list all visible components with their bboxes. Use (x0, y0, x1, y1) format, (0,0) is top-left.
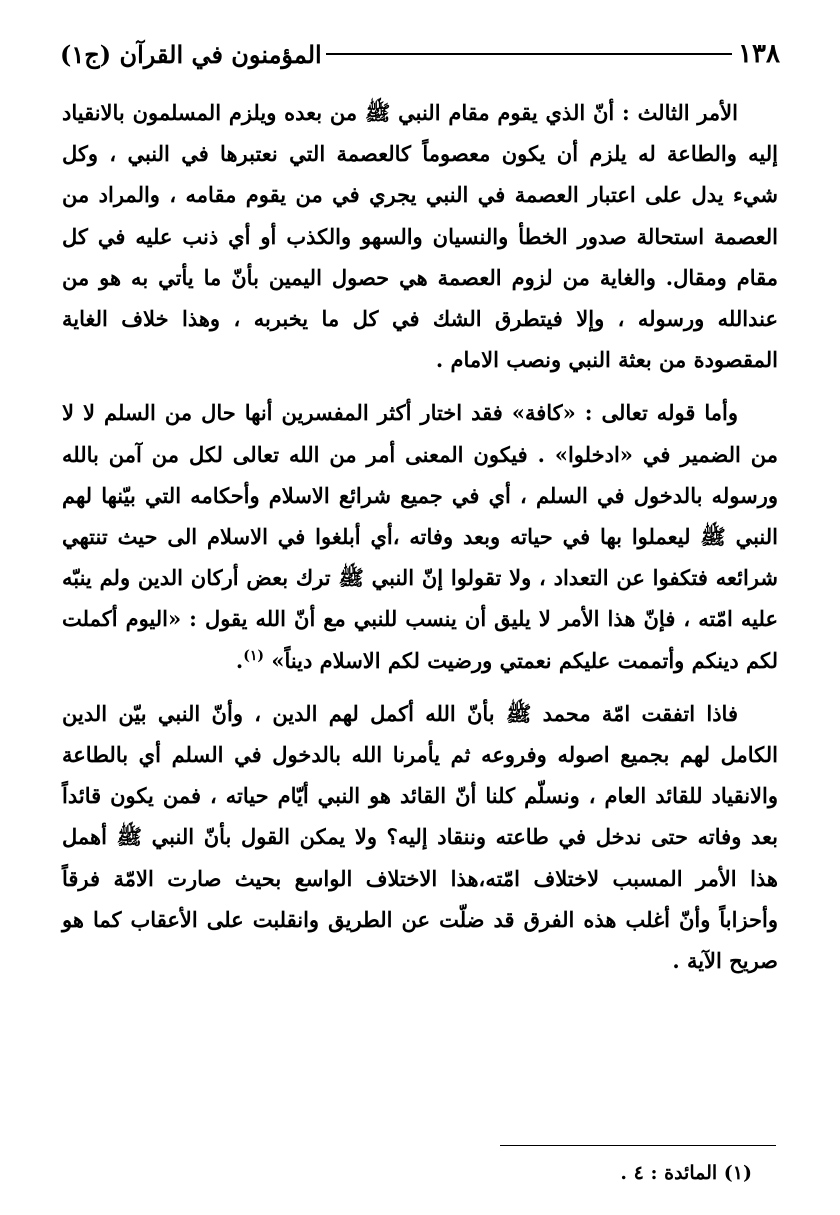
running-title: المؤمنون في القرآن (ج١) (60, 39, 322, 69)
paragraph-kaffa: وأما قوله تعالى : «كافة» فقد اختار أكثر المفسرين أنها حال من السلم لا لا من الضمير في «ادخلوا» . فيكون المعنى أمر من الله تعالى لكل من آمن بالله ورسوله بالدخول في السلم ، أي في جميع شرائع الاسلام وأحكامه التي بيّنها لهم النبي ﷺ ليعملوا بها في حياته وبعد وفاته ،أي أبلغوا في الاسلام الى حيث تنتهي شرائعه فتكفوا عن التعداد ، ولا تقولوا إنّ النبي ﷺ ترك بعض أركان الدين ولم ينبّه عليه امّته ، فإنّ هذا الأمر لا يليق أن ينسب للنبي مع أنّ الله يقول : «اليوم أكملت لكم دينكم وأتممت عليكم نعمتي ورضيت لكم الاسلام ديناً» $^{(١)}$. (62, 400, 778, 673)
paragraph-text: الأمر الثالث : أنّ الذي يقوم مقام النبي ﷺ من بعده ويلزم المسلمون بالانقياد إليه والطاعة له يلزم أن يكون معصوماً كالعصمة التي نعتبرها في النبي ، وكل شيء يدل على اعتبار العصمة في النبي يجري في من يقوم مقامه ، والمراد من العصمة استحالة صدور الخطأ والنسيان والسهو والكذب أو أي ذنب عليه في كل مقام ومقال. والغاية من لزوم العصمة هي حصول اليمين بأنّ ما يأتي به هو من عندالله ورسوله ، وإلا فيتطرق الشك في كل ما يخبربه ، وهذا خلاف الغاية المقصودة من بعثة النبي ونصب الامام . (62, 100, 778, 373)
paragraph-third-matter (62, 92, 778, 380)
paragraph-leadership (62, 693, 778, 981)
footnote: (١) المائدة : ٤ . (620, 1162, 752, 1184)
paragraph-text: وأما قوله تعالى : «كافة» فقد اختار أكثر المفسرين أنها حال من السلم لا لا من الضمير في «ادخلوا» . فيكون المعنى أمر من الله تعالى لكل من آمن بالله ورسوله بالدخول في السلم ، أي في جميع شرائع الاسلام وأحكامه التي بيّنها لهم النبي ﷺ ليعملوا بها في حياته وبعد وفاته ،أي أبلغوا في الاسلام الى حيث تنتهي شرائعه فتكفوا عن التعداد ، ولا تقولوا إنّ النبي ﷺ ترك بعض أركان الدين ولم ينبّه عليه امّته ، فإنّ هذا الأمر لا يليق أن ينسب للنبي مع أنّ الله يقول : «اليوم أكملت لكم دينكم وأتممت عليكم نعمتي ورضيت لكم الاسلام ديناً» (62, 400, 778, 673)
page-number: ١٣٨ (738, 39, 780, 69)
paragraph-text: فاذا اتفقت امّة محمد ﷺ بأنّ الله أكمل لهم الدين ، وأنّ النبي بيّن الدين الكامل لهم بجميع اصوله وفروعه ثم يأمرنا الله بالدخول في السلم أي بالطاعة والانقياد للقائد العام ، ونسلّم كلنا أنّ القائد هو النبي أيّام حياته ، فمن يكون قائداً بعد وفاته حتى ندخل في طاعته وننقاد إليه؟ ولا يمكن القول بأنّ النبي ﷺ أهمل هذا الأمر المسبب لاختلاف امّته،هذا الاختلاف الواسع بحيث صارت الامّة فرقاً وأحزاباً وأنّ أغلب هذه الفرق قد ضلّت عن الطريق وانقلبت على الأعقاب كما هو صريح الآية . (62, 700, 778, 974)
footnote-rule (500, 1145, 776, 1146)
footnote-reference[interactable]: (١) (243, 647, 264, 664)
header-rule (326, 53, 732, 55)
body-text (62, 92, 778, 981)
page-header (60, 34, 780, 74)
